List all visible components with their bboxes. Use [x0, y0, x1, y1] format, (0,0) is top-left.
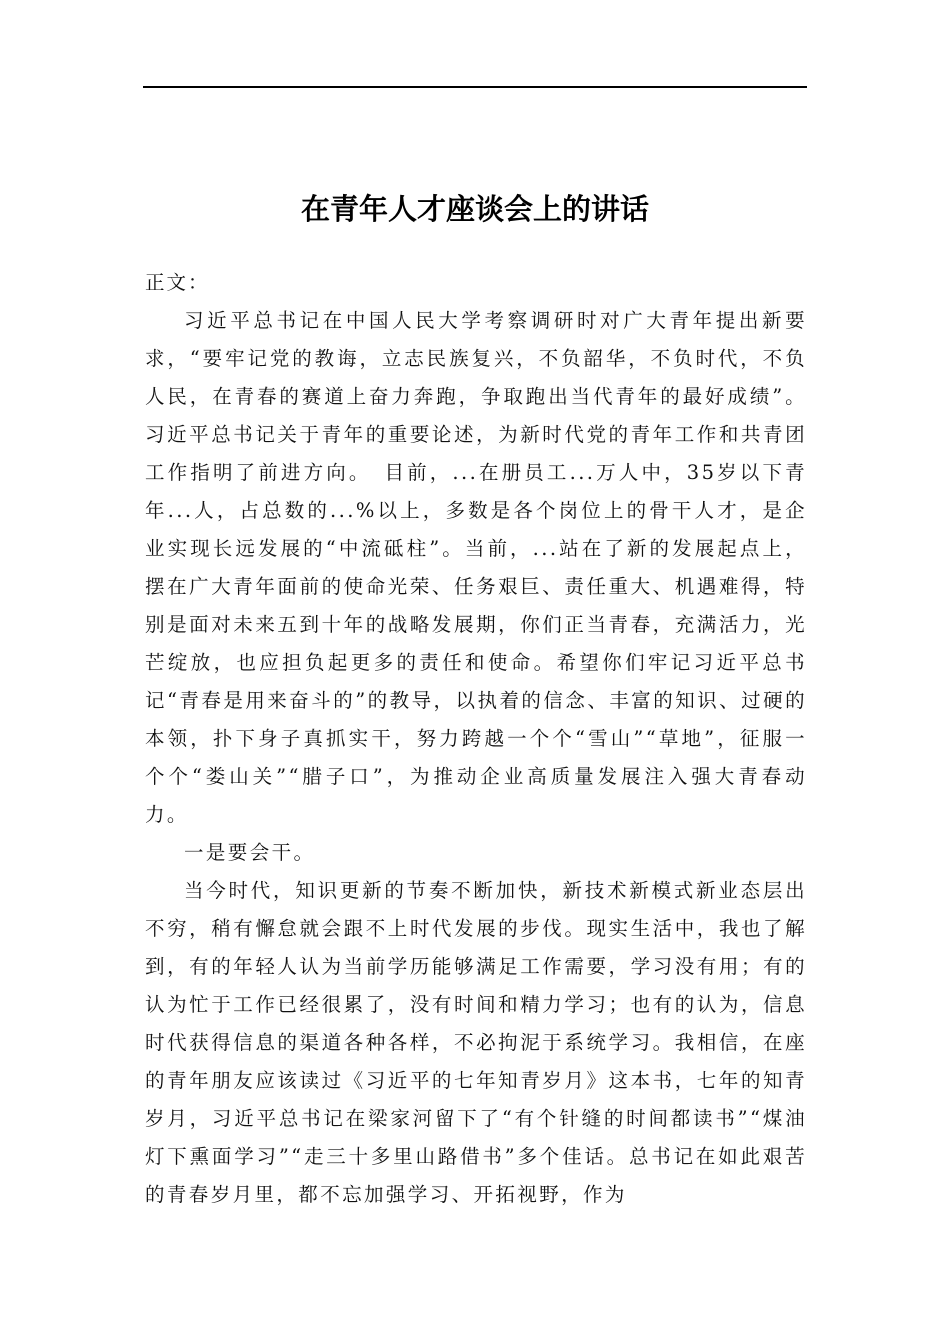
- header-rule: [143, 86, 807, 88]
- document-body: [145, 264, 807, 1214]
- document-title: 在青年人才座谈会上的讲话: [300, 192, 649, 227]
- paragraph-heading-one: 一是要会干。: [184, 841, 316, 864]
- paragraph-intro: 习近平总书记在中国人民大学考察调研时对广大青年提出新要求，“要牢记党的教诲，立志民族复兴，不负韶华，不负时代，不负人民，在青春的赛道上奋力奔跑，争取跑出当代青年的最好成绩”。习近平总书记关于青年的重要论述，为新时代党的青年工作和共青团工作指明了前进方向。 目前，...在册员工...万人中，35岁以下青年...人，占总数的...%以上，多数是各个岗位上的骨干人才，是企业实现长远发展的“中流砥柱”。当前，...站在了新的发展起点上，摆在广大青年面前的使命光荣、任务艰巨、责任重大、机遇难得，特别是面对未来五到十年的战略发展期，你们正当青春，充满活力，光芒绽放，也应担负起更多的责任和使命。希望你们牢记习近平总书记“青春是用来奋斗的”的教导，以执着的信念、丰富的知识、过硬的本领，扑下身子真抓实干，努力跨越一个个“雪山”“草地”，征服一个个“娄山关”“腊子口”，为推动企业高质量发展注入强大青春动力。: [145, 309, 807, 826]
- body-label: 正文：: [145, 271, 210, 294]
- paragraph-learning: 当今时代，知识更新的节奏不断加快，新技术新模式新业态层出不穷，稍有懈怠就会跟不上时代发展的步伐。现实生活中，我也了解到，有的年轻人认为当前学历能够满足工作需要，学习没有用；有的认为忙于工作已经很累了，没有时间和精力学习；也有的认为，信息时代获得信息的渠道各种各样，不必拘泥于系统学习。我相信，在座的青年朋友应该读过《习近平的七年知青岁月》这本书，七年的知青岁月，习近平总书记在梁家河留下了“有个针缝的时间都读书”“煤油灯下熏面学习”“走三十多里山路借书”多个佳话。总书记在如此艰苦的青春岁月里，都不忘加强学习、开拓视野，作为: [145, 879, 807, 1206]
